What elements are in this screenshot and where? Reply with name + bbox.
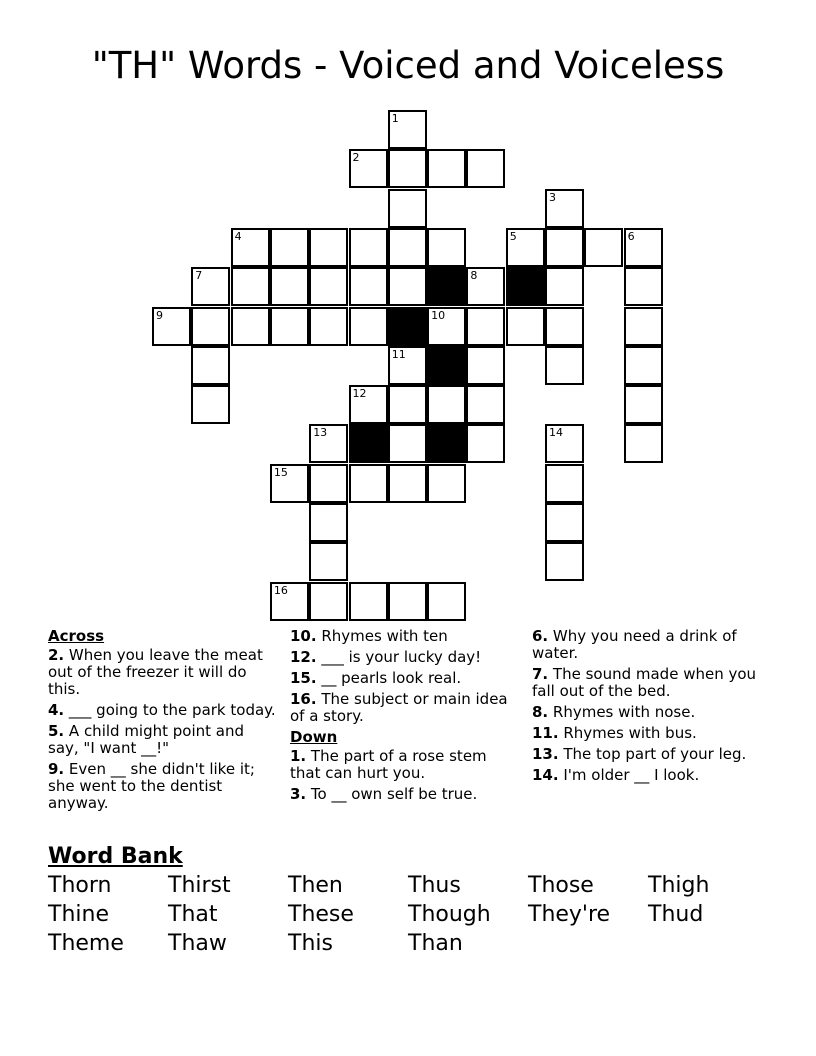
word-bank-word: Thus: [408, 873, 461, 898]
crossword-cell[interactable]: [624, 228, 663, 267]
cell-number: 5: [509, 229, 517, 243]
cell-number: 2: [352, 151, 360, 165]
crossword-cell[interactable]: [466, 307, 505, 346]
crossword-cell[interactable]: [388, 110, 427, 149]
crossword-cell[interactable]: [270, 307, 309, 346]
crossword-cell[interactable]: [545, 542, 584, 581]
across-heading: Across: [48, 627, 105, 645]
word-bank-word: Theme: [48, 931, 124, 956]
clue-item: 4. ___ going to the park today.: [48, 701, 276, 719]
clue-item: 6. Why you need a drink of water.: [532, 627, 737, 662]
crossword-cell[interactable]: [506, 307, 545, 346]
crossword-cell[interactable]: [270, 228, 309, 267]
clue-item: 3. To __ own self be true.: [290, 785, 478, 803]
cell-number: 8: [470, 269, 478, 283]
word-bank-word: Though: [408, 902, 491, 927]
crossword-cell[interactable]: [388, 424, 427, 463]
crossword-cell[interactable]: [427, 228, 466, 267]
crossword-cell[interactable]: [231, 267, 270, 306]
word-bank-word: These: [288, 902, 354, 927]
crossword-cell[interactable]: [545, 464, 584, 503]
crossword-cell[interactable]: [545, 267, 584, 306]
crossword-cell[interactable]: [545, 346, 584, 385]
word-bank-word: Thud: [648, 902, 704, 927]
word-bank-row: [48, 930, 788, 959]
word-bank-word: Thirst: [168, 873, 231, 898]
crossword-cell[interactable]: [545, 228, 584, 267]
word-bank-title: Word Bank: [48, 844, 183, 869]
cell-number: 9: [156, 308, 163, 322]
crossword-cell[interactable]: [388, 267, 427, 306]
crossword-cell[interactable]: [349, 385, 388, 424]
crossword-cell[interactable]: [349, 307, 388, 346]
cell-number: 7: [195, 269, 203, 283]
cell-number: 3: [549, 190, 556, 204]
cell-number: 6: [627, 229, 635, 243]
crossword-black-cell: [427, 424, 466, 463]
crossword-cell[interactable]: [191, 307, 230, 346]
crossword-cell[interactable]: [506, 228, 545, 267]
crossword-black-cell: [388, 307, 427, 346]
crossword-cell[interactable]: [388, 582, 427, 621]
word-bank-word: That: [168, 902, 218, 927]
clue-item: 11. Rhymes with bus.: [532, 724, 697, 742]
page-title: "TH" Words - Voiced and Voiceless: [91, 44, 725, 87]
crossword-cell[interactable]: [309, 228, 348, 267]
clue-item: 13. The top part of your leg.: [532, 745, 747, 763]
clues-column-2: [290, 628, 518, 807]
crossword-cell[interactable]: [427, 385, 466, 424]
cell-number: 12: [352, 387, 367, 401]
crossword-cell[interactable]: [309, 582, 348, 621]
word-bank-row: [48, 872, 788, 901]
crossword-cell[interactable]: [309, 464, 348, 503]
clue-item: 14. I'm older __ I look.: [532, 766, 700, 784]
crossword-cell[interactable]: [152, 307, 191, 346]
crossword-cell[interactable]: [231, 228, 270, 267]
clue-item: 12. ___ is your lucky day!: [290, 648, 482, 666]
word-bank-word: Than: [408, 931, 463, 956]
crossword-cell[interactable]: [388, 228, 427, 267]
crossword-cell[interactable]: [309, 503, 348, 542]
crossword-cell[interactable]: [545, 189, 584, 228]
clue-item: 16. The subject or main idea of a story.: [290, 690, 508, 725]
crossword-cell[interactable]: [545, 424, 584, 463]
word-bank-word: Thaw: [168, 931, 227, 956]
word-bank: [48, 872, 788, 959]
crossword-cell[interactable]: [466, 267, 505, 306]
crossword-cell[interactable]: [388, 346, 427, 385]
clue-item: 5. A child might point and say, "I want __!": [48, 722, 245, 757]
crossword-cell[interactable]: [349, 149, 388, 188]
cell-number: 16: [273, 583, 288, 597]
clue-item: 2. When you leave the meat out of the freezer it will do this.: [48, 646, 263, 698]
crossword-cell[interactable]: [349, 582, 388, 621]
crossword-cell[interactable]: [388, 385, 427, 424]
crossword-cell[interactable]: [191, 346, 230, 385]
crossword-cell[interactable]: [270, 464, 309, 503]
clue-item: 10. Rhymes with ten: [290, 627, 448, 645]
crossword-cell[interactable]: [388, 149, 427, 188]
crossword-black-cell: [506, 267, 545, 306]
crossword-cell[interactable]: [624, 424, 663, 463]
crossword-cell[interactable]: [388, 464, 427, 503]
crossword-cell[interactable]: [270, 267, 309, 306]
crossword-cell[interactable]: [545, 307, 584, 346]
crossword-cell[interactable]: [349, 464, 388, 503]
crossword-cell[interactable]: [545, 503, 584, 542]
crossword-cell[interactable]: [466, 346, 505, 385]
word-bank-word: This: [288, 931, 333, 956]
crossword-cell[interactable]: [191, 267, 230, 306]
cell-number: 15: [273, 465, 288, 479]
crossword-cell[interactable]: [584, 228, 623, 267]
crossword-cell[interactable]: [191, 385, 230, 424]
crossword-cell[interactable]: [309, 267, 348, 306]
crossword-black-cell: [427, 346, 466, 385]
cell-number: 1: [391, 112, 399, 125]
crossword-cell[interactable]: [231, 307, 270, 346]
word-bank-row: [48, 901, 788, 930]
crossword-cell[interactable]: [466, 149, 505, 188]
crossword-cell[interactable]: [309, 307, 348, 346]
cell-number: 10: [431, 308, 446, 322]
crossword-cell[interactable]: [624, 385, 663, 424]
crossword-cell[interactable]: [624, 307, 663, 346]
word-bank-word: They're: [528, 902, 611, 927]
clue-item: 7. The sound made when you fall out of the bed.: [532, 665, 757, 700]
crossword-cell[interactable]: [427, 464, 466, 503]
clue-item: 15. __ pearls look real.: [290, 669, 462, 687]
crossword-cell[interactable]: [270, 582, 309, 621]
crossword-cell[interactable]: [427, 582, 466, 621]
cell-number: 11: [391, 347, 406, 361]
clue-item: 9. Even __ she didn't like it; she went to the dentist anyway.: [48, 760, 255, 812]
cell-number: 13: [313, 426, 328, 440]
cell-number: 14: [549, 426, 563, 440]
clue-item: 8. Rhymes with nose.: [532, 703, 696, 721]
crossword-cell[interactable]: [427, 149, 466, 188]
crossword-cell[interactable]: [388, 189, 427, 228]
word-bank-word: Then: [288, 873, 343, 898]
crossword-cell[interactable]: [349, 228, 388, 267]
crossword-cell[interactable]: [309, 424, 348, 463]
crossword-cell[interactable]: [466, 424, 505, 463]
crossword-cell[interactable]: [624, 346, 663, 385]
crossword-cell[interactable]: [349, 267, 388, 306]
crossword-black-cell: [427, 267, 466, 306]
word-bank-word: Thigh: [648, 873, 710, 898]
down-heading: Down: [290, 728, 338, 746]
word-bank-word: Those: [528, 873, 594, 898]
clues-column-1: [48, 628, 276, 816]
crossword-cell[interactable]: [624, 267, 663, 306]
cell-number: 4: [234, 229, 242, 243]
word-bank-word: Thorn: [48, 873, 112, 898]
clues-column-3: [532, 628, 764, 788]
word-bank-word: Thine: [48, 902, 109, 927]
crossword-cell[interactable]: [427, 307, 466, 346]
clue-item: 1. The part of a rose stem that can hurt you.: [290, 747, 487, 782]
crossword-cell[interactable]: [466, 385, 505, 424]
crossword-cell[interactable]: [309, 542, 348, 581]
crossword-black-cell: [349, 424, 388, 463]
